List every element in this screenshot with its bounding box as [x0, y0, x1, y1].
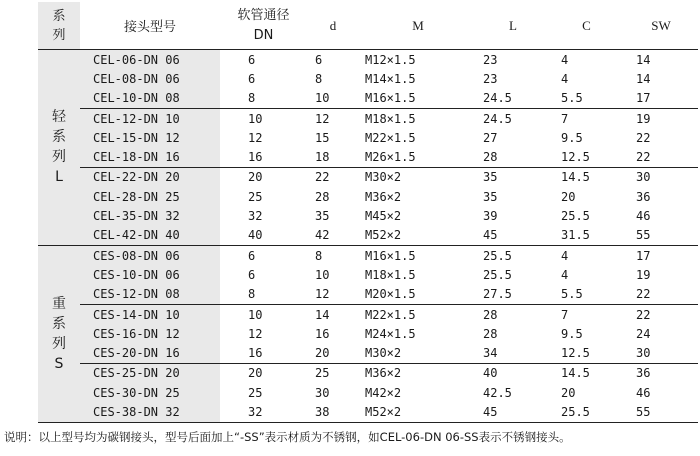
- cell-sw: 30: [636, 170, 651, 185]
- table-row: [38, 147, 698, 167]
- cell-c: 25.5: [549, 402, 624, 422]
- cell-c: 4: [561, 71, 569, 86]
- header-model: 接头型号: [80, 2, 220, 50]
- cell-l: 35: [483, 170, 498, 185]
- cell-m: M22×1.5: [365, 307, 416, 322]
- cell-c: 4: [561, 267, 569, 282]
- table-row: [38, 128, 698, 147]
- cell-c: 12.5: [549, 147, 624, 167]
- cell-l: 42.5: [483, 385, 512, 400]
- cell-d: 8: [315, 248, 323, 263]
- cell-c: 14.5: [561, 366, 590, 381]
- cell-d: 8: [315, 71, 323, 86]
- table-row: [38, 206, 698, 225]
- cell-dn: 25: [248, 385, 263, 400]
- cell-l: 23: [483, 52, 498, 67]
- cell-sw: 55: [624, 402, 698, 422]
- header-l: L: [477, 2, 549, 50]
- cell-d: 10: [315, 267, 330, 282]
- cell-model: CES-08-DN 06: [80, 245, 220, 265]
- cell-dn: 10: [248, 307, 263, 322]
- cell-model: CES-30-DN 25: [80, 383, 220, 402]
- cell-d: 16: [315, 326, 330, 341]
- cell-dn: 6: [248, 267, 256, 282]
- cell-d: 15: [315, 130, 330, 145]
- cell-d: 6: [315, 52, 323, 67]
- cell-c: 12.5: [549, 343, 624, 363]
- cell-d: 30: [315, 385, 330, 400]
- cell-m: M26×1.5: [359, 147, 477, 167]
- cell-l: 40: [483, 366, 498, 381]
- cell-dn: 12: [248, 326, 263, 341]
- cell-l: 28: [477, 147, 549, 167]
- cell-d: 12: [307, 285, 359, 305]
- cell-model: CEL-08-DN 06: [80, 69, 220, 88]
- cell-d: 10: [307, 89, 359, 109]
- cell-m: M16×1.5: [359, 89, 477, 109]
- cell-model: CES-38-DN 32: [80, 402, 220, 422]
- header-dn-label: 软管通径 DN: [237, 7, 290, 43]
- cell-c: 7: [561, 307, 569, 322]
- cell-dn: 16: [220, 343, 307, 363]
- cell-c: 4: [561, 52, 569, 67]
- cell-sw: 46: [636, 385, 651, 400]
- header-series: [38, 2, 80, 50]
- cell-dn: 25: [248, 189, 263, 204]
- header-m: M: [359, 2, 477, 50]
- cell-model: CEL-06-DN 06: [80, 50, 220, 70]
- header-sw: SW: [624, 2, 698, 50]
- cell-l: 39: [483, 209, 498, 224]
- cell-l: 25.5: [483, 267, 512, 282]
- cell-l: 23: [483, 71, 498, 86]
- header-d: d: [307, 2, 359, 50]
- cell-m: M20×1.5: [359, 285, 477, 305]
- table-row: [38, 402, 698, 422]
- cell-d: 18: [307, 147, 359, 167]
- cell-c: 5.5: [549, 89, 624, 109]
- cell-dn: 8: [220, 285, 307, 305]
- cell-m: M22×1.5: [365, 130, 416, 145]
- table-row: [38, 69, 698, 88]
- cell-m: M18×1.5: [365, 267, 416, 282]
- table-header-row: [38, 2, 698, 50]
- cell-model: CES-10-DN 06: [80, 265, 220, 284]
- cell-sw: 22: [636, 130, 651, 145]
- cell-l: 35: [483, 189, 498, 204]
- cell-l: 24.5: [477, 89, 549, 109]
- cell-c: 7: [561, 111, 569, 126]
- cell-sw: 36: [636, 189, 651, 204]
- cell-dn: 32: [248, 209, 263, 224]
- cell-c: 25.5: [561, 209, 590, 224]
- cell-c: 9.5: [561, 326, 583, 341]
- cell-c: 9.5: [561, 130, 583, 145]
- cell-dn: 6: [248, 52, 256, 67]
- cell-model: CES-25-DN 20: [80, 363, 220, 383]
- cell-m: M18×1.5: [365, 111, 416, 126]
- cell-l: 27.5: [477, 285, 549, 305]
- header-series-label: 系 列: [52, 8, 66, 43]
- cell-dn: 20: [248, 366, 263, 381]
- cell-model: CEL-42-DN 40: [80, 226, 220, 246]
- series-label-text: 轻 系 列 L: [52, 109, 66, 186]
- table-row: [38, 50, 698, 70]
- table-row: [38, 245, 698, 265]
- series-label-text: 重 系 列 S: [52, 295, 66, 372]
- cell-sw: 17: [636, 248, 651, 263]
- cell-model: CEL-18-DN 16: [80, 147, 220, 167]
- table-row: [38, 226, 698, 246]
- cell-m: M52×2: [359, 402, 477, 422]
- cell-dn: 8: [220, 89, 307, 109]
- cell-d: 22: [315, 170, 330, 185]
- cell-sw: 36: [636, 366, 651, 381]
- cell-m: M42×2: [365, 385, 402, 400]
- table-row: [38, 108, 698, 128]
- cell-sw: 19: [636, 267, 651, 282]
- cell-d: 25: [315, 366, 330, 381]
- table-row: [38, 89, 698, 109]
- cell-dn: 32: [220, 402, 307, 422]
- cell-sw: 22: [636, 307, 651, 322]
- cell-sw: 19: [636, 111, 651, 126]
- cell-l: 24.5: [483, 111, 512, 126]
- cell-m: M45×2: [365, 209, 402, 224]
- cell-m: M52×2: [359, 226, 477, 246]
- cell-m: M14×1.5: [365, 71, 416, 86]
- cell-sw: 46: [636, 209, 651, 224]
- cell-m: M30×2: [359, 343, 477, 363]
- table-row: [38, 167, 698, 187]
- footnote: 说明：以上型号均为碳钢接头，型号后面加上“-SS”表示材质为不锈钢，如CEL-06-DN 06-SS表示不锈钢接头。: [4, 430, 571, 444]
- cell-c: 20: [561, 189, 576, 204]
- table-row: [38, 343, 698, 363]
- cell-m: M12×1.5: [365, 52, 416, 67]
- cell-c: 5.5: [549, 285, 624, 305]
- cell-m: M36×2: [365, 366, 402, 381]
- cell-sw: 14: [636, 52, 651, 67]
- cell-c: 4: [561, 248, 569, 263]
- cell-c: 20: [561, 385, 576, 400]
- cell-l: 45: [477, 226, 549, 246]
- table-body: [38, 50, 698, 423]
- cell-l: 28: [483, 307, 498, 322]
- cell-sw: 22: [624, 147, 698, 167]
- series-label-heavy: [38, 245, 80, 422]
- cell-dn: 6: [248, 71, 256, 86]
- cell-l: 27: [483, 130, 498, 145]
- cell-sw: 55: [624, 226, 698, 246]
- cell-d: 28: [315, 189, 330, 204]
- cell-l: 25.5: [483, 248, 512, 263]
- cell-dn: 16: [220, 147, 307, 167]
- cell-l: 34: [477, 343, 549, 363]
- cell-d: 42: [307, 226, 359, 246]
- cell-d: 14: [315, 307, 330, 322]
- cell-dn: 12: [248, 130, 263, 145]
- cell-model: CEL-12-DN 10: [80, 108, 220, 128]
- cell-sw: 17: [624, 89, 698, 109]
- cell-model: CES-20-DN 16: [80, 343, 220, 363]
- cell-model: CES-16-DN 12: [80, 324, 220, 343]
- cell-dn: 20: [248, 170, 263, 185]
- table-row: [38, 363, 698, 383]
- cell-model: CEL-28-DN 25: [80, 187, 220, 206]
- cell-m: M24×1.5: [365, 326, 416, 341]
- cell-sw: 24: [636, 326, 651, 341]
- table-row: [38, 383, 698, 402]
- cell-dn: 10: [248, 111, 263, 126]
- header-c: C: [549, 2, 624, 50]
- header-dn: [220, 2, 307, 50]
- series-label-light: [38, 50, 80, 246]
- cell-m: M36×2: [365, 189, 402, 204]
- cell-sw: 22: [624, 285, 698, 305]
- cell-sw: 30: [624, 343, 698, 363]
- cell-d: 12: [315, 111, 330, 126]
- cell-dn: 6: [248, 248, 256, 263]
- fitting-spec-table-container: [38, 2, 698, 423]
- cell-m: M16×1.5: [365, 248, 416, 263]
- cell-model: CEL-10-DN 08: [80, 89, 220, 109]
- fitting-spec-table: [38, 2, 698, 423]
- cell-m: M30×2: [365, 170, 402, 185]
- table-row: [38, 324, 698, 343]
- cell-c: 31.5: [549, 226, 624, 246]
- table-row: [38, 187, 698, 206]
- cell-model: CES-12-DN 08: [80, 285, 220, 305]
- cell-l: 28: [483, 326, 498, 341]
- cell-model: CEL-15-DN 12: [80, 128, 220, 147]
- table-row: [38, 285, 698, 305]
- cell-d: 20: [307, 343, 359, 363]
- cell-model: CEL-22-DN 20: [80, 167, 220, 187]
- cell-c: 14.5: [561, 170, 590, 185]
- cell-sw: 14: [636, 71, 651, 86]
- cell-d: 35: [315, 209, 330, 224]
- cell-l: 45: [477, 402, 549, 422]
- table-row: [38, 265, 698, 284]
- cell-d: 38: [307, 402, 359, 422]
- cell-dn: 40: [220, 226, 307, 246]
- table-row: [38, 304, 698, 324]
- cell-model: CEL-35-DN 32: [80, 206, 220, 225]
- cell-model: CES-14-DN 10: [80, 304, 220, 324]
